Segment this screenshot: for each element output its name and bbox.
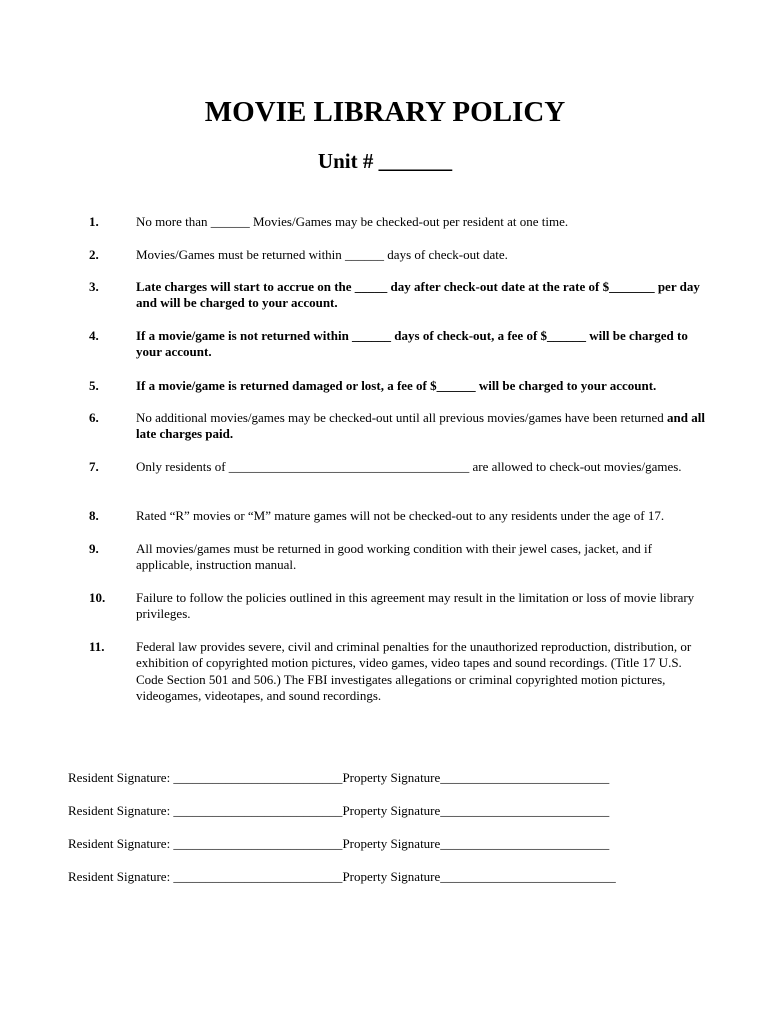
item-number: 1. — [89, 214, 99, 229]
item-text — [136, 410, 711, 443]
resident-signature-line[interactable]: Resident Signature: __________________________ — [68, 836, 343, 851]
item-number: 10. — [89, 590, 106, 605]
signature-row-4 — [68, 869, 616, 885]
item-text: No more than ______ Movies/Games may be checked-out per resident at one time. — [136, 214, 569, 229]
item-number: 8. — [89, 508, 99, 523]
item-text: Federal law provides severe, civil and criminal penalties for the unauthorized reproduction, distribution, or exhibition of copyrighted motion pictures, video games, video tapes and sound recordings. (Title 17 U.S. Code Section 501 and 506.) The FBI investigates allegations or criminal copyrighted motion pictures, videogames, videotapes, and sound recordings. — [136, 639, 692, 704]
item-text: Movies/Games must be returned within ______ days of check-out date. — [136, 247, 508, 262]
item-number: 2. — [89, 247, 99, 262]
resident-signature-line[interactable]: Resident Signature: __________________________ — [68, 803, 343, 818]
item-text: If a movie/game is returned damaged or lost, a fee of $______ will be charged to your account. — [136, 378, 657, 393]
resident-signature-line[interactable]: Resident Signature: __________________________ — [68, 770, 343, 785]
signature-row-2 — [68, 803, 609, 819]
item-text: If a movie/game is not returned within ______ days of check-out, a fee of $______ will be charged to your account. — [136, 328, 688, 360]
item-text: Only residents of _____________________________________ are allowed to check-out movies/games. — [136, 459, 682, 474]
item-text-regular: No additional movies/games may be checked-out until all previous movies/games have been returned — [136, 410, 664, 425]
signature-row-3 — [68, 836, 609, 852]
item-number: 3. — [89, 279, 99, 294]
property-signature-line[interactable]: Property Signature___________________________ — [342, 869, 616, 884]
item-number: 6. — [89, 410, 99, 425]
item-text: All movies/games must be returned in good working condition with their jewel cases, jacket, and if applicable, instruction manual. — [136, 541, 652, 573]
resident-signature-line[interactable]: Resident Signature: __________________________ — [68, 869, 343, 884]
item-number: 5. — [89, 378, 99, 393]
item-text-bold: and all late charges paid. — [136, 410, 705, 442]
item-text: Failure to follow the policies outlined in this agreement may result in the limitation or loss of movie library privileges. — [136, 590, 695, 622]
property-signature-line[interactable]: Property Signature__________________________ — [342, 836, 610, 851]
property-signature-line[interactable]: Property Signature__________________________ — [342, 770, 610, 785]
item-number: 4. — [89, 328, 99, 343]
item-number: 9. — [89, 541, 99, 556]
document-title: MOVIE LIBRARY POLICY — [204, 96, 566, 128]
property-signature-line[interactable]: Property Signature__________________________ — [342, 803, 610, 818]
item-number: 7. — [89, 459, 99, 474]
item-number: 11. — [89, 639, 105, 654]
unit-number-line: Unit # _______ — [317, 149, 453, 173]
item-text: Late charges will start to accrue on the _____ day after check-out date at the rate of $_______ per day and will be charged to your account. — [136, 279, 700, 311]
signature-row-1 — [68, 770, 609, 786]
item-text: Rated “R” movies or “M” mature games will not be checked-out to any residents under the age of 17. — [136, 508, 665, 523]
